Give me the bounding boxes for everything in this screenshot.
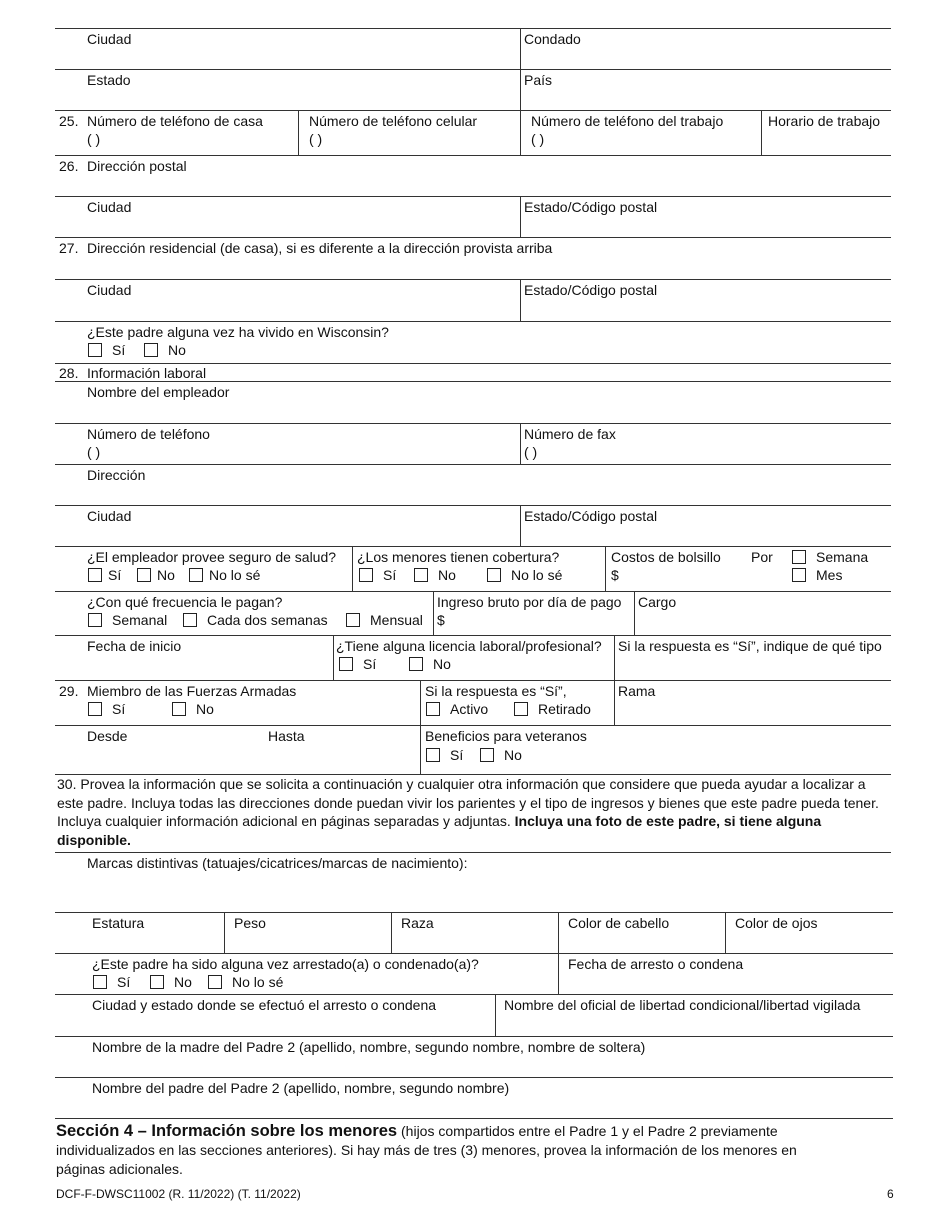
- item-30-text: 30. Provea la información que se solicita a continuación y cualquier otra información que considere que pueda ayudar a localizar a este padre. Incluya todas las direcciones donde puedan vivir los parientes y el tipo de ingresos y bienes que este padre pueda tener. Incluya cualquier información adicional en páginas separadas y adjuntas.: [57, 776, 879, 829]
- insurance-unknown-label: No lo sé: [209, 567, 261, 583]
- pay-biweekly-checkbox[interactable]: [183, 613, 197, 627]
- arrest-yes-label: Sí: [117, 974, 131, 990]
- insurance-yes-checkbox[interactable]: [88, 568, 102, 582]
- insurance-unknown-checkbox[interactable]: [189, 568, 203, 582]
- item-29-number: 29.: [59, 683, 79, 699]
- divider: [558, 912, 559, 994]
- employer-city-label: Ciudad: [87, 508, 132, 524]
- wisconsin-question: ¿Este padre alguna vez ha vivido en Wisconsin?: [87, 324, 389, 340]
- cell-phone-area-code[interactable]: ( ): [309, 131, 323, 147]
- rule: [55, 321, 891, 322]
- page-number: 6: [887, 1187, 894, 1201]
- rule: [55, 196, 891, 197]
- divider: [520, 279, 521, 321]
- benefits-no-label: No: [504, 747, 522, 763]
- rule: [55, 953, 893, 954]
- divider: [333, 635, 334, 680]
- start-date-label: Fecha de inicio: [87, 638, 182, 654]
- rule: [55, 464, 891, 465]
- eye-color-label: Color de ojos: [735, 915, 818, 931]
- rule: [55, 852, 891, 853]
- arrest-question: ¿Este padre ha sido alguna vez arrestado(a) o condenado(a)?: [92, 956, 479, 972]
- item-28-number: 28.: [59, 365, 79, 381]
- divider: [761, 110, 762, 155]
- residential-city-label: Ciudad: [87, 282, 132, 298]
- divider: [495, 994, 496, 1036]
- per-month-label: Mes: [816, 567, 843, 583]
- wisconsin-yes-checkbox[interactable]: [88, 343, 102, 357]
- benefits-yes-checkbox[interactable]: [426, 748, 440, 762]
- per-week-checkbox[interactable]: [792, 550, 806, 564]
- rule: [55, 912, 893, 913]
- section-4-description: (hijos compartidos entre el Padre 1 y el Padre 2 previamente individualizados en las secciones anteriores). Si hay más de tres (3) menores, provea la información de los menores en páginas adicionales.: [56, 1123, 797, 1177]
- divider: [520, 28, 521, 155]
- county-label: Condado: [524, 31, 581, 47]
- service-from-label: Desde: [87, 728, 128, 744]
- pay-weekly-checkbox[interactable]: [88, 613, 102, 627]
- coverage-no-checkbox[interactable]: [414, 568, 428, 582]
- item-25-number: 25.: [59, 113, 79, 129]
- employer-statezip-label: Estado/Código postal: [524, 508, 658, 524]
- height-label: Estatura: [92, 915, 145, 931]
- coverage-unknown-checkbox[interactable]: [487, 568, 501, 582]
- employer-phone-area-code[interactable]: ( ): [87, 444, 101, 460]
- mailing-address-label: Dirección postal: [87, 158, 187, 174]
- item-30-photo-note: Incluya una foto de este padre, si tiene alguna disponible.: [57, 813, 822, 848]
- arrest-place-label: Ciudad y estado donde se efectuó el arresto o condena: [92, 997, 437, 1013]
- rule: [55, 69, 891, 70]
- country-label: País: [524, 72, 553, 88]
- rule: [55, 155, 891, 156]
- divider: [433, 591, 434, 635]
- veteran-benefits-label: Beneficios para veteranos: [425, 728, 587, 744]
- employment-info-label: Información laboral: [87, 365, 207, 381]
- coverage-no-label: No: [438, 567, 456, 583]
- arrest-unknown-label: No lo sé: [232, 974, 284, 990]
- per-label: Por: [751, 549, 773, 565]
- residential-address-label: Dirección residencial (de casa), si es diferente a la dirección provista arriba: [87, 240, 553, 256]
- retired-checkbox[interactable]: [514, 702, 528, 716]
- section-4-heading: [56, 1122, 846, 1179]
- license-yes-checkbox[interactable]: [339, 657, 353, 671]
- rule: [55, 635, 891, 636]
- armed-forces-no-label: No: [196, 701, 214, 717]
- rule: [55, 237, 891, 238]
- divider: [224, 912, 225, 953]
- license-type-label: Si la respuesta es “Sí”, indique de qué tipo: [618, 638, 882, 654]
- arrest-date-label: Fecha de arresto o condena: [568, 956, 744, 972]
- divider: [520, 423, 521, 464]
- pay-frequency-question: ¿Con qué frecuencia le pagan?: [87, 594, 283, 610]
- rule: [55, 994, 893, 995]
- insurance-no-label: No: [157, 567, 175, 583]
- wisconsin-yes-label: Sí: [112, 342, 126, 358]
- license-question: ¿Tiene alguna licencia laboral/profesional?: [336, 638, 602, 654]
- out-of-pocket-dollar: $: [611, 567, 619, 583]
- wisconsin-no-checkbox[interactable]: [144, 343, 158, 357]
- weight-label: Peso: [234, 915, 266, 931]
- home-phone-area-code[interactable]: ( ): [87, 131, 101, 147]
- home-phone-label: Número de teléfono de casa: [87, 113, 263, 129]
- divider: [352, 546, 353, 591]
- benefits-yes-label: Sí: [450, 747, 464, 763]
- armed-forces-yes-checkbox[interactable]: [88, 702, 102, 716]
- employer-fax-area-code[interactable]: ( ): [524, 444, 538, 460]
- city-label: Ciudad: [87, 31, 132, 47]
- per-month-checkbox[interactable]: [792, 568, 806, 582]
- rule: [55, 591, 891, 592]
- father-name-label: Nombre del padre del Padre 2 (apellido, nombre, segundo nombre): [92, 1080, 510, 1096]
- license-yes-label: Sí: [363, 656, 377, 672]
- employer-phone-label: Número de teléfono: [87, 426, 210, 442]
- work-hours-label: Horario de trabajo: [768, 113, 881, 129]
- divider: [614, 635, 615, 680]
- rule: [55, 1118, 893, 1119]
- divider: [725, 912, 726, 953]
- pay-monthly-checkbox[interactable]: [346, 613, 360, 627]
- rule: [55, 279, 891, 280]
- residential-statezip-label: Estado/Código postal: [524, 282, 658, 298]
- item-26-number: 26.: [59, 158, 79, 174]
- gross-income-label: Ingreso bruto por día de pago: [437, 594, 622, 610]
- rule: [55, 1036, 893, 1037]
- health-insurance-question: ¿El empleador provee seguro de salud?: [87, 549, 337, 565]
- license-no-checkbox[interactable]: [409, 657, 423, 671]
- branch-label: Rama: [618, 683, 656, 699]
- parole-officer-label: Nombre del oficial de libertad condicional/libertad vigilada: [504, 997, 861, 1013]
- gross-income-dollar: $: [437, 612, 445, 628]
- benefits-no-checkbox[interactable]: [480, 748, 494, 762]
- divider: [605, 546, 606, 591]
- state-label: Estado: [87, 72, 131, 88]
- armed-forces-yes-label: Sí: [112, 701, 126, 717]
- per-week-label: Semana: [816, 549, 869, 565]
- armed-forces-label: Miembro de las Fuerzas Armadas: [87, 683, 297, 699]
- employer-name-label: Nombre del empleador: [87, 384, 230, 400]
- if-yes-label: Si la respuesta es “Sí”,: [425, 683, 567, 699]
- section-4-title: Sección 4 – Información sobre los menores: [56, 1122, 398, 1140]
- rule: [55, 725, 891, 726]
- coverage-yes-checkbox[interactable]: [359, 568, 373, 582]
- mother-name-label: Nombre de la madre del Padre 2 (apellido, nombre, segundo nombre, nombre de soltera): [92, 1039, 646, 1055]
- rule: [55, 110, 891, 111]
- coverage-unknown-label: No lo sé: [511, 567, 563, 583]
- mailing-statezip-label: Estado/Código postal: [524, 199, 658, 215]
- employer-address-label: Dirección: [87, 467, 146, 483]
- divider: [634, 591, 635, 635]
- item-27-number: 27.: [59, 240, 79, 256]
- wisconsin-no-label: No: [168, 342, 186, 358]
- form-id: DCF-F-DWSC11002 (R. 11/2022) (T. 11/2022): [56, 1187, 301, 1201]
- divider: [614, 680, 615, 725]
- rule: [55, 423, 891, 424]
- divider: [298, 110, 299, 155]
- rule: [55, 680, 891, 681]
- arrest-no-checkbox[interactable]: [150, 975, 164, 989]
- mailing-city-label: Ciudad: [87, 199, 132, 215]
- armed-forces-no-checkbox[interactable]: [172, 702, 186, 716]
- distinguishing-marks-label: Marcas distintivas (tatuajes/cicatrices/marcas de nacimiento):: [87, 855, 468, 871]
- insurance-no-checkbox[interactable]: [137, 568, 151, 582]
- item-30-instructions: [57, 775, 885, 849]
- arrest-unknown-checkbox[interactable]: [208, 975, 222, 989]
- service-to-label: Hasta: [268, 728, 305, 744]
- rule: [55, 28, 891, 29]
- hair-color-label: Color de cabello: [568, 915, 670, 931]
- pay-weekly-label: Semanal: [112, 612, 168, 628]
- work-phone-area-code[interactable]: ( ): [531, 131, 545, 147]
- pay-monthly-label: Mensual: [370, 612, 423, 628]
- arrest-yes-checkbox[interactable]: [93, 975, 107, 989]
- rule: [55, 505, 891, 506]
- rule: [55, 363, 891, 364]
- divider: [420, 680, 421, 774]
- retired-label: Retirado: [538, 701, 591, 717]
- rule: [55, 1077, 893, 1078]
- position-label: Cargo: [638, 594, 677, 610]
- out-of-pocket-label: Costos de bolsillo: [611, 549, 721, 565]
- rule: [55, 546, 891, 547]
- race-label: Raza: [401, 915, 434, 931]
- coverage-question: ¿Los menores tienen cobertura?: [357, 549, 560, 565]
- active-checkbox[interactable]: [426, 702, 440, 716]
- cell-phone-label: Número de teléfono celular: [309, 113, 478, 129]
- employer-fax-label: Número de fax: [524, 426, 616, 442]
- divider: [520, 196, 521, 237]
- pay-biweekly-label: Cada dos semanas: [207, 612, 328, 628]
- divider: [391, 912, 392, 953]
- arrest-no-label: No: [174, 974, 192, 990]
- insurance-yes-label: Sí: [108, 567, 122, 583]
- active-label: Activo: [450, 701, 489, 717]
- coverage-yes-label: Sí: [383, 567, 397, 583]
- license-no-label: No: [433, 656, 451, 672]
- work-phone-label: Número de teléfono del trabajo: [531, 113, 724, 129]
- divider: [520, 505, 521, 546]
